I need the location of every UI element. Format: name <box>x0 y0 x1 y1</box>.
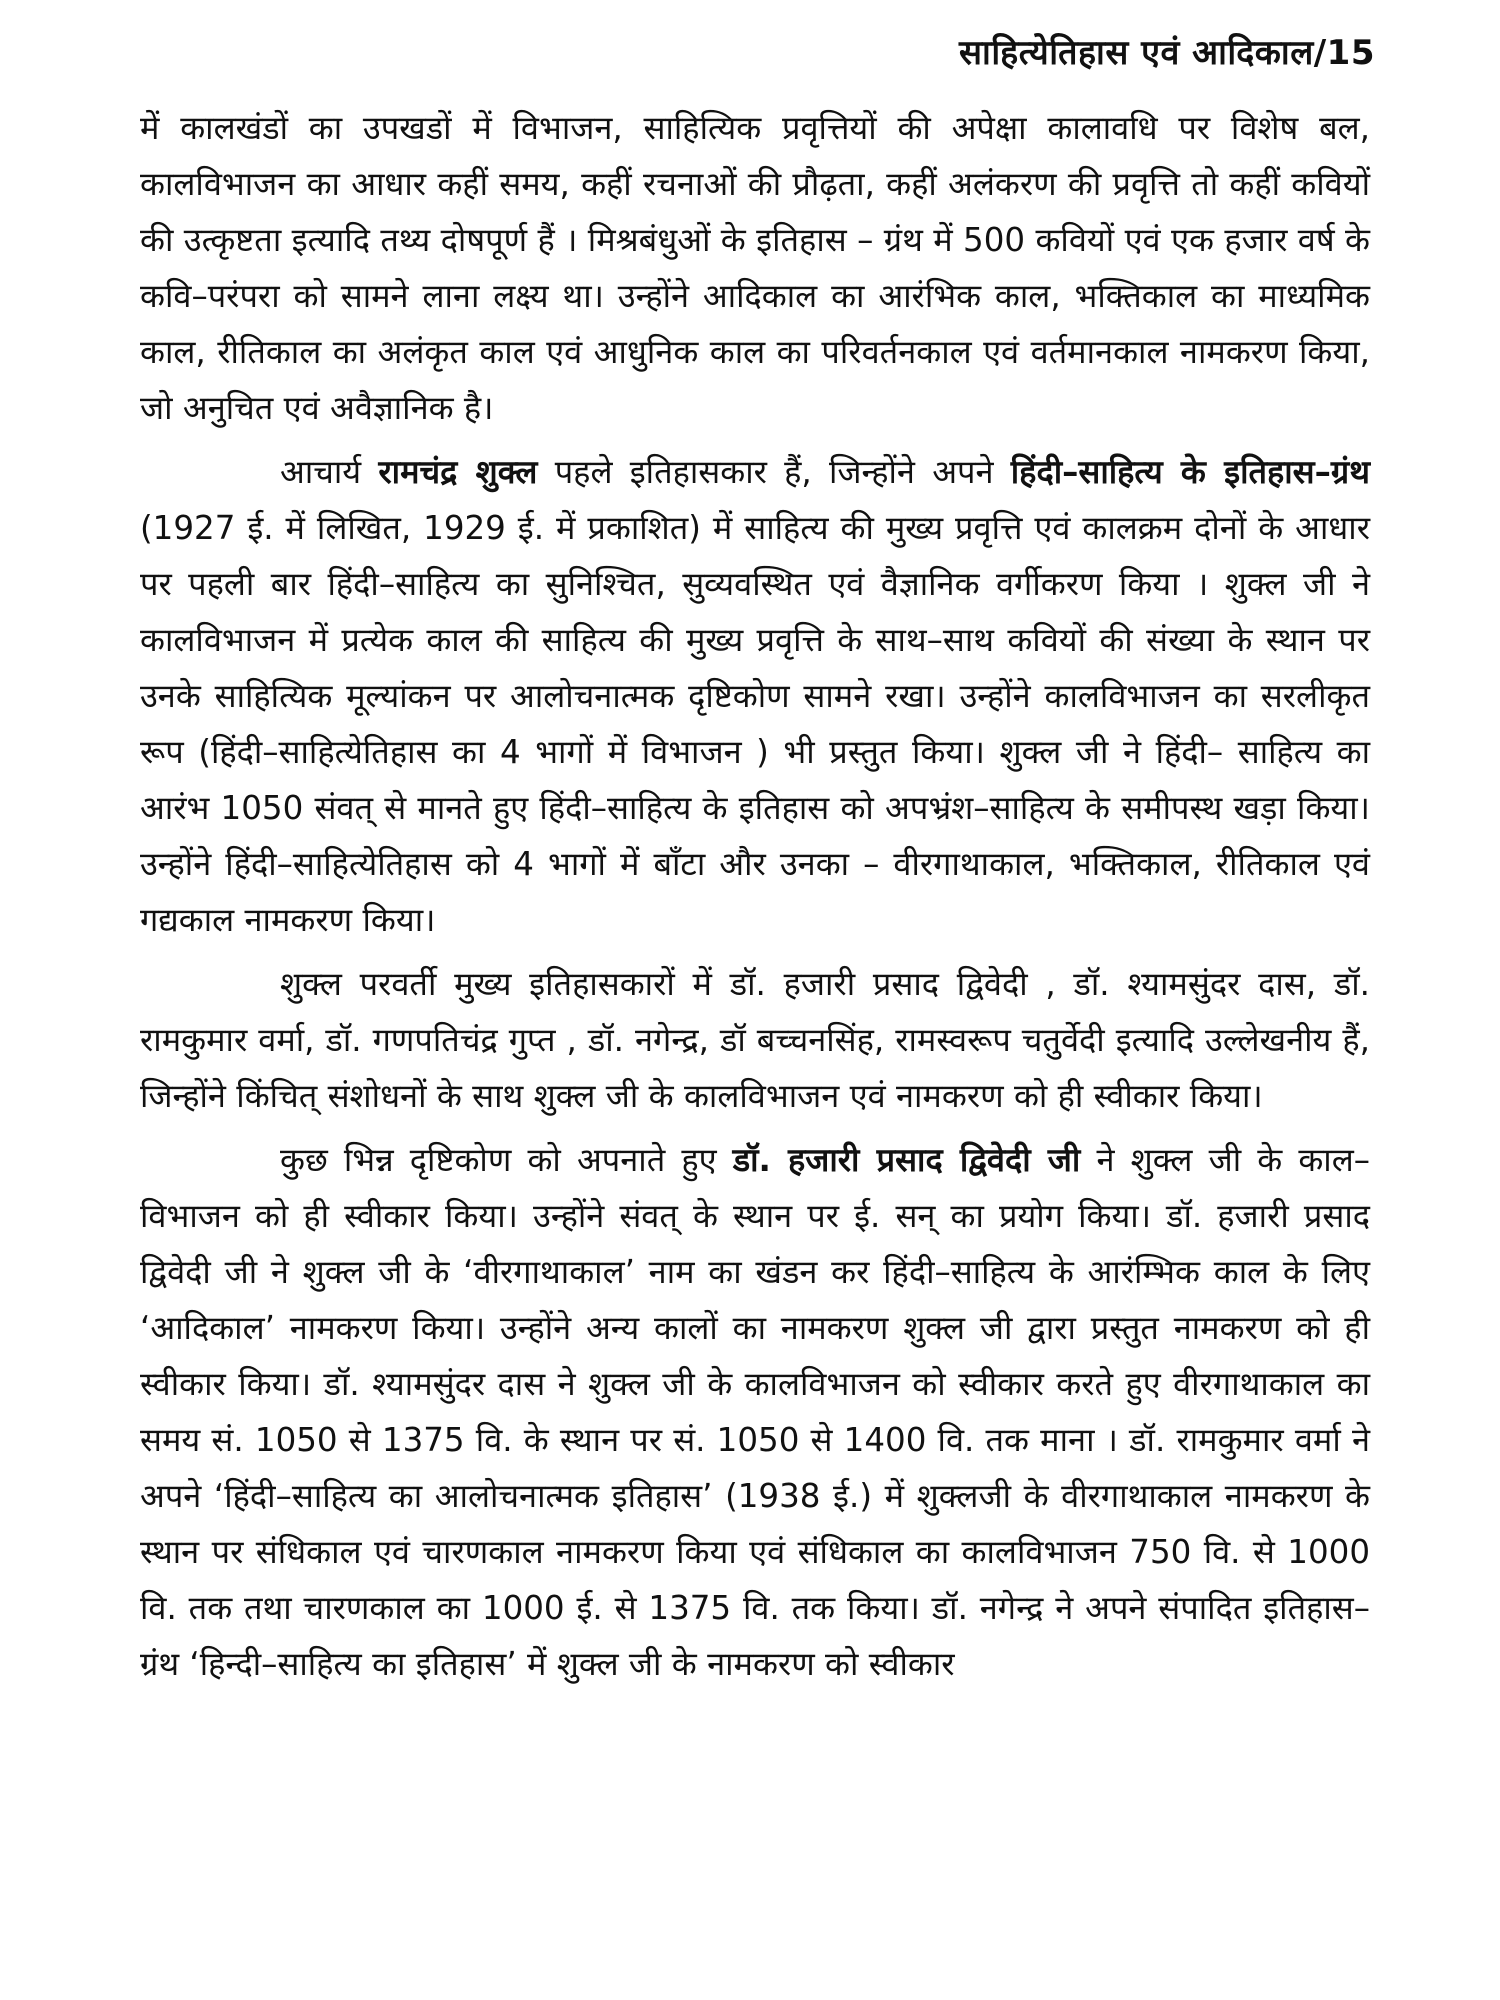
paragraph-2 <box>140 444 1370 948</box>
paragraph-4 <box>140 1132 1370 1692</box>
paragraph-1: में कालखंडों का उपखडों में विभाजन, साहित्यिक प्रवृत्तियों की अपेक्षा कालावधि पर विशेष बल, कालविभाजन का आधार कहीं समय, कहीं रचनाओं की प्रौढ़ता, कहीं अलंकरण की प्रवृत्ति तो कहीं कवियों की उत्कृष्टता इत्यादि तथ्य दोषपूर्ण हैं । मिश्रबंधुओं के इतिहास – ग्रंथ में 500 कवियों एवं एक हजार वर्ष के कवि–परंपरा को सामने लाना लक्ष्य था। उन्होंने आदिकाल का आरंभिक काल, भक्तिकाल का माध्यमिक काल, रीतिकाल का अलंकृत काल एवं आधुनिक काल का परिवर्तनकाल एवं वर्तमानकाल नामकरण किया, जो अनुचित एवं अवैज्ञानिक है। <box>140 109 1370 427</box>
paragraph-2-text-3: (1927 ई. में लिखित, 1929 ई. में प्रकाशित) में साहित्य की मुख्य प्रवृत्ति एवं कालक्रम दोनों के आधार पर पहली बार हिंदी–साहित्य का सुनिश्चित, सुव्यवस्थित एवं वैज्ञानिक वर्गीकरण किया । शुक्ल जी ने कालविभाजन में प्रत्येक काल की साहित्य की मुख्य प्रवृत्ति के साथ–साथ कवियों की संख्या के स्थान पर उनके साहित्यिक मूल्यांकन पर आलोचनात्मक दृष्टिकोण सामने रखा। उन्होंने कालविभाजन का सरलीकृत रूप (हिंदी–साहित्येतिहास का 4 भागों में विभाजन ) भी प्रस्तुत किया। शुक्ल जी ने हिंदी– साहित्य का आरंभ 1050 संवत् से मानते हुए हिंदी–साहित्य के इतिहास को अपभ्रंश–साहित्य के समीपस्थ खड़ा किया। उन्होंने हिंदी–साहित्येतिहास को 4 भागों में बाँटा और उनका – वीरगाथाकाल, भक्तिकाल, रीतिकाल एवं गद्यकाल नामकरण किया। <box>140 509 1370 939</box>
paragraph-2-text-1: आचार्य <box>280 453 379 491</box>
bold-book-title: हिंदी–साहित्य के इतिहास–ग्रंथ <box>1010 453 1371 491</box>
paragraph-2-text-2: पहले इतिहासकार हैं, जिन्होंने अपने <box>537 453 1011 491</box>
bold-author-ramchandra-shukla: रामचंद्र शुक्ल <box>378 453 538 491</box>
paragraph-3: शुक्ल परवर्ती मुख्य इतिहासकारों में डॉ. हजारी प्रसाद द्विवेदी , डॉ. श्यामसुंदर दास, डॉ. रामकुमार वर्मा, डॉ. गणपतिचंद्र गुप्त , डॉ. नगेन्द्र, डॉ बच्चनसिंह, रामस्वरूप चतुर्वेदी इत्यादि उल्लेखनीय हैं, जिन्होंने किंचित् संशोधनों के साथ शुक्ल जी के कालविभाजन एवं नामकरण को ही स्वीकार किया। <box>140 965 1370 1115</box>
bold-author-hazari-prasad-dwivedi: डॉ. हजारी प्रसाद द्विवेदी जी <box>732 1141 1081 1179</box>
page-body <box>140 100 1370 1700</box>
paragraph-4-text-1: कुछ भिन्न दृष्टिकोण को अपनाते हुए <box>280 1141 733 1179</box>
paragraph-4-text-2: ने शुक्ल जी के काल– विभाजन को ही स्वीकार किया। उन्होंने संवत् के स्थान पर ई. सन् का प्रयोग किया। डॉ. हजारी प्रसाद द्विवेदी जी ने शुक्ल जी के ‘वीरगाथाकाल’ नाम का खंडन कर हिंदी–साहित्य के आरंम्भिक काल के लिए ‘आदिकाल’ नामकरण किया। उन्होंने अन्य कालों का नामकरण शुक्ल जी द्वारा प्रस्तुत नामकरण को ही स्वीकार किया। डॉ. श्यामसुंदर दास ने शुक्ल जी के कालविभाजन को स्वीकार करते हुए वीरगाथाकाल का समय सं. 1050 से 1375 वि. के स्थान पर सं. 1050 से 1400 वि. तक माना । डॉ. रामकुमार वर्मा ने अपने ‘हिंदी–साहित्य का आलोचनात्मक इतिहास’ (1938 ई.) में शुक्लजी के वीरगाथाकाल नामकरण के स्थान पर संधिकाल एवं चारणकाल नामकरण किया एवं संधिकाल का कालविभाजन 750 वि. से 1000 वि. तक तथा चारणकाल का 1000 ई. से 1375 वि. तक किया। डॉ. नगेन्द्र ने अपने संपादित इतिहास–ग्रंथ ‘हिन्दी–साहित्य का इतिहास’ में शुक्ल जी के नामकरण को स्वीकार <box>140 1141 1370 1683</box>
running-header: साहित्येतिहास एवं आदिकाल/15 <box>959 33 1375 73</box>
